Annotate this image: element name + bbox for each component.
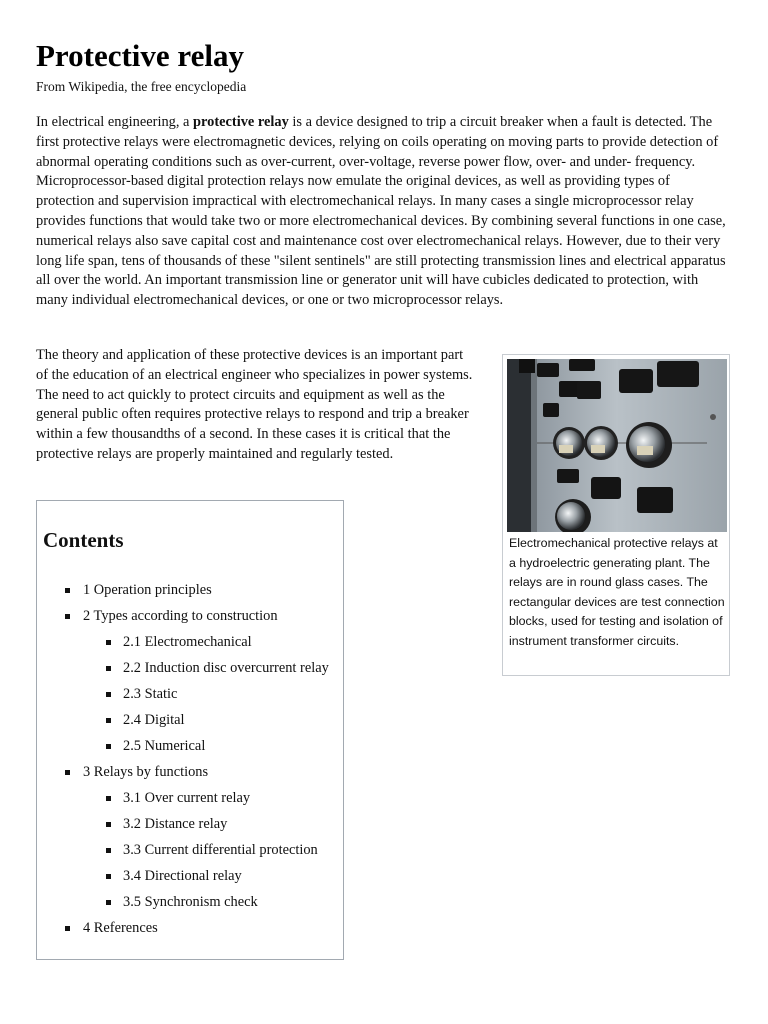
- relay-panel-image[interactable]: [507, 359, 727, 532]
- toc-item-label[interactable]: 3.4 Directional relay: [123, 868, 242, 884]
- bullet-icon: [106, 796, 111, 801]
- toc-item[interactable]: [37, 915, 343, 941]
- bullet-icon: [106, 900, 111, 905]
- bullet-icon: [65, 926, 70, 931]
- toc-subitem[interactable]: [37, 655, 343, 681]
- intro-bold-term: protective relay: [193, 114, 289, 130]
- toc-item-label[interactable]: 1 Operation principles: [83, 582, 212, 598]
- toc-item-label[interactable]: 4 References: [83, 920, 158, 936]
- toc-subitem[interactable]: [37, 707, 343, 733]
- bullet-icon: [106, 822, 111, 827]
- toc-item-label[interactable]: 3 Relays by functions: [83, 764, 209, 780]
- toc-title: Contents: [43, 528, 124, 552]
- toc-item-label[interactable]: 3.1 Over current relay: [123, 790, 251, 806]
- bullet-icon: [65, 770, 70, 775]
- toc-subitem[interactable]: [37, 733, 343, 759]
- toc-item-label[interactable]: 3.3 Current differential protection: [123, 842, 318, 858]
- toc-item-label[interactable]: 2.2 Induction disc overcurrent relay: [123, 660, 329, 676]
- bullet-icon: [106, 640, 111, 645]
- bullet-icon: [106, 718, 111, 723]
- table-of-contents: [36, 500, 344, 960]
- bullet-icon: [65, 614, 70, 619]
- figure: [502, 354, 730, 676]
- toc-subitem[interactable]: [37, 863, 343, 889]
- tagline: From Wikipedia, the free encyclopedia: [36, 79, 247, 94]
- toc-subitem[interactable]: [37, 837, 343, 863]
- intro-text-start: In electrical engineering, a: [36, 114, 194, 130]
- bullet-icon: [106, 744, 111, 749]
- intro-paragraph: [36, 113, 728, 311]
- bullet-icon: [106, 874, 111, 879]
- bullet-icon: [106, 692, 111, 697]
- toc-subitem[interactable]: [37, 785, 343, 811]
- toc-item-label[interactable]: 2.3 Static: [123, 686, 178, 702]
- toc-list: [37, 577, 343, 941]
- toc-subitem[interactable]: [37, 629, 343, 655]
- page-title: Protective relay: [36, 38, 244, 73]
- bullet-icon: [106, 848, 111, 853]
- toc-item-label[interactable]: 2 Types according to construction: [83, 608, 278, 624]
- toc-subitem[interactable]: [37, 889, 343, 915]
- theory-paragraph: The theory and application of these protective devices is an important part of the education of an electrical engineer who specializes in power systems. The need to act quickly to protect circuits and equipment as well as the general public often requires protective relays to respond and trip a breaker within a few thousandths of a second. In these cases it is critical that the protective relays are properly maintained and regularly tested.: [36, 347, 473, 462]
- toc-item[interactable]: [37, 577, 343, 603]
- toc-subitem[interactable]: [37, 811, 343, 837]
- toc-item[interactable]: [37, 603, 343, 629]
- bullet-icon: [65, 588, 70, 593]
- toc-item-label[interactable]: 2.4 Digital: [123, 712, 185, 728]
- toc-item[interactable]: [37, 759, 343, 785]
- figure-caption: Electromechanical protective relays at a hydroelectric generating plant. The relays are in round glass cases. The rectangular devices are test connection blocks, used for testing and isolation of instrument transformer circuits.: [509, 536, 725, 648]
- bullet-icon: [106, 666, 111, 671]
- toc-subitem[interactable]: [37, 681, 343, 707]
- toc-item-label[interactable]: 2.1 Electromechanical: [123, 634, 252, 650]
- toc-item-label[interactable]: 3.2 Distance relay: [123, 816, 228, 832]
- intro-text-rest: is a device designed to trip a circuit breaker when a fault is detected. The first protective relays were electromagnetic devices, relying on coils operating on moving parts to provide detection of abnormal operating conditions such as over-current, over-voltage, reverse power flow, over- and under- frequency. Microprocessor-based digital protection relays now emulate the original devices, as well as providing types of protection and supervision impractical with electromechanical relays. In many cases a single microprocessor relay provides functions that would take two or more electromechanical devices. By combining several functions in one case, numerical relays also save capital cost and maintenance cost over electromechanical relays. However, due to their very long life span, tens of thousands of these "silent sentinels" are still protecting transmission lines and electrical apparatus all over the world. An important transmission line or generator unit will have cubicles dedicated to protection, with many individual electromechanical devices, or one or two microprocessor relays.: [36, 114, 726, 309]
- toc-item-label[interactable]: 2.5 Numerical: [123, 738, 206, 754]
- toc-item-label[interactable]: 3.5 Synchronism check: [123, 894, 258, 910]
